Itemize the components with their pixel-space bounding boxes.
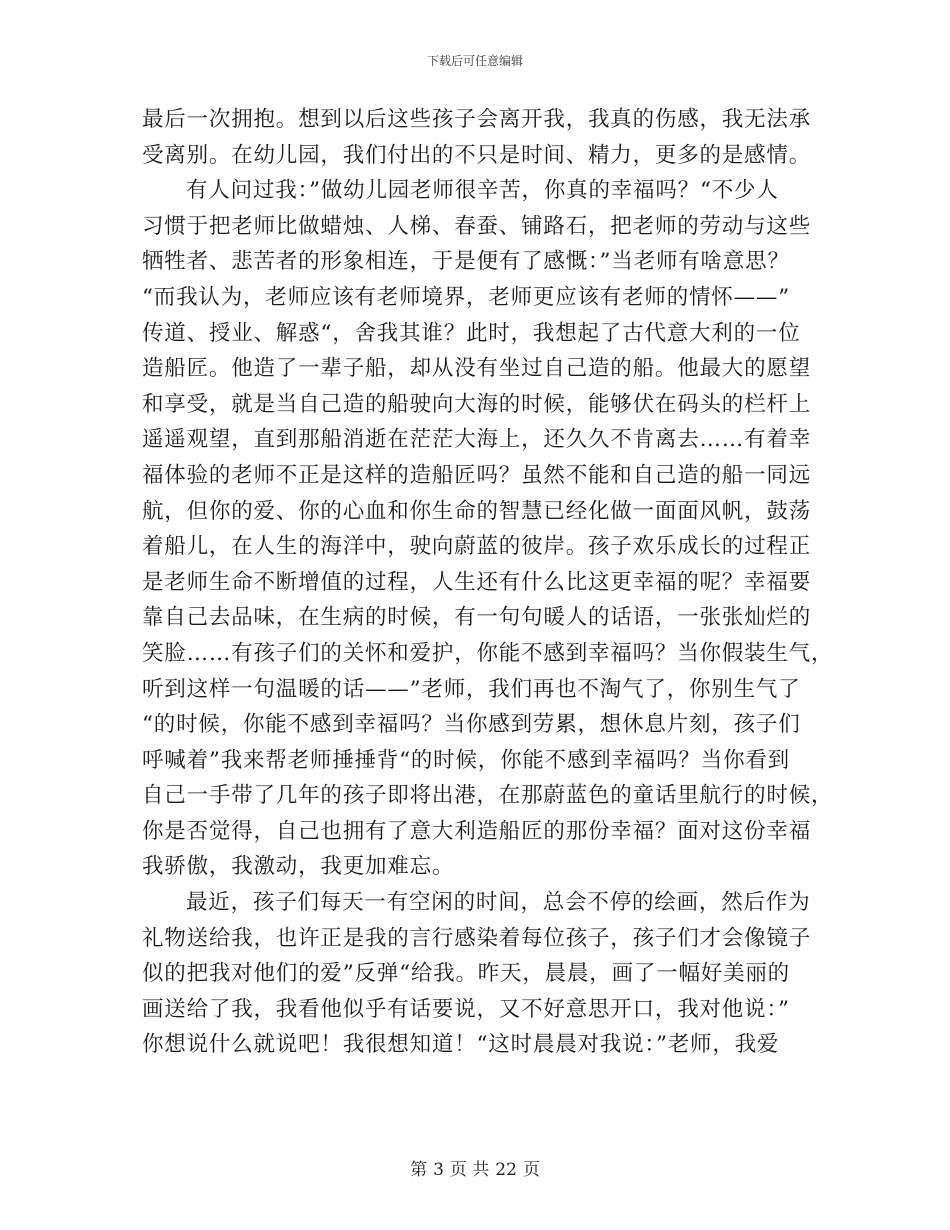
document-body <box>142 102 834 1063</box>
text-line: 你是否觉得，自己也拥有了意大利造船匠的那份幸福？面对这份幸福 <box>142 818 812 844</box>
text-line: 你想说什么就说吧！我很想知道！“这时晨晨对我说：”老师，我爱 <box>142 1032 780 1058</box>
text-line: 是老师生命不断增值的过程，人生还有什么比这更幸福的呢？幸福要 <box>142 569 812 595</box>
text-line: 航，但你的爱、你的心血和你生命的智慧已经化做一面面风帆，鼓荡 <box>142 498 812 524</box>
text-line: 遥遥观望，直到那船消逝在茫茫大海上，还久久不肯离去……有着幸 <box>142 427 812 453</box>
footer-total-pages: 22 <box>495 1160 517 1180</box>
text-line: 牺牲者、悲苦者的形象相连，于是便有了感慨：”当老师有啥意思？ <box>142 249 790 275</box>
text-line: “的时候，你能不感到幸福吗？当你感到劳累，想休息片刻，孩子们 <box>142 712 801 738</box>
text-line: 最近，孩子们每天一有空闲的时间，总会不停的绘画，然后作为 <box>186 890 811 916</box>
text-line: 着船儿，在人生的海洋中，驶向蔚蓝的彼岸。孩子欢乐成长的过程正 <box>142 534 812 560</box>
text-line: 和享受，就是当自己造的船驶向大海的时候，能够伏在码头的栏杆上 <box>142 391 812 417</box>
text-line: 有人问过我：”做幼儿园老师很辛苦，你真的幸福吗？“不少人 <box>186 178 779 204</box>
text-line: 靠自己去品味，在生病的时候，有一句句暖人的话语，一张张灿烂的 <box>142 605 812 631</box>
text-line: 受离别。在幼儿园，我们付出的不只是时间、精力，更多的是感情。 <box>142 142 812 168</box>
text-line: 福体验的老师不正是这样的造船匠吗？虽然不能和自己造的船一同远 <box>142 462 812 488</box>
footer-middle: 页 共 <box>449 1160 490 1180</box>
text-line: 自己一手带了几年的孩子即将出港，在那蔚蓝色的童话里航行的时候， <box>142 783 834 809</box>
footer-prefix: 第 <box>410 1160 428 1180</box>
footer-suffix: 页 <box>522 1160 540 1180</box>
text-line: 笑脸……有孩子们的关怀和爱护，你能不感到幸福吗？当你假装生气， <box>142 640 834 666</box>
text-line: 最后一次拥抱。想到以后这些孩子会离开我，我真的伤感，我无法承 <box>142 107 812 132</box>
footer-page-number: 3 <box>433 1160 444 1180</box>
text-line: 习惯于把老师比做蜡烛、人梯、春蚕、铺路石，把老师的劳动与这些 <box>142 213 812 239</box>
text-line: 我骄傲，我激动，我更加难忘。 <box>142 854 455 880</box>
text-line: 传道、授业、解惑“，舍我其谁？此时，我想起了古代意大利的一位 <box>142 320 801 346</box>
text-line: 画送给了我，我看他似乎有话要说，又不好意思开口，我对他说：” <box>142 996 790 1022</box>
text-line: 似的把我对他们的爱”反弹“给我。昨天，晨晨，画了一幅好美丽的 <box>142 961 790 987</box>
page-header: 下载后可任意编辑 <box>426 54 523 68</box>
page-footer <box>0 1155 950 1180</box>
text-line: 礼物送给我，也许正是我的言行感染着每位孩子，孩子们才会像镜子 <box>142 925 812 951</box>
text-line: 造船匠。他造了一辈子船，却从没有坐过自己造的船。他最大的愿望 <box>142 356 812 382</box>
text-line: “而我认为，老师应该有老师境界，老师更应该有老师的情怀——” <box>142 284 790 310</box>
text-line: 呼喊着”我来帮老师捶捶背“的时候，你能不感到幸福吗？当你看到 <box>142 747 790 773</box>
text-line: 听到这样一句温暖的话——”老师，我们再也不淘气了，你别生气了 <box>142 676 801 702</box>
